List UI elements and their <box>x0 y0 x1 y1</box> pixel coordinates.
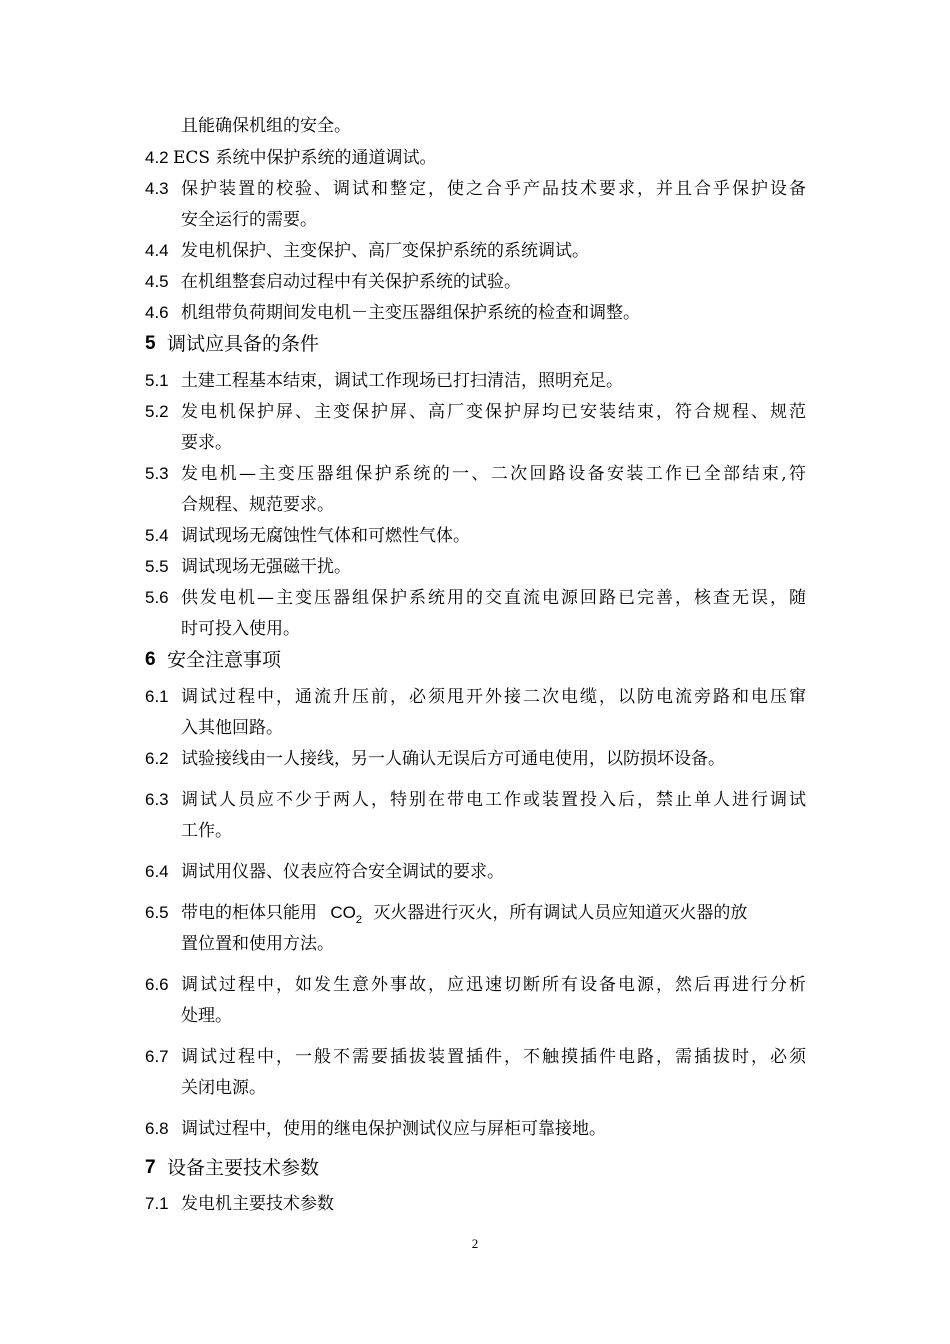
page-number: 2 <box>471 1236 479 1251</box>
co2-formula: $CO_2$ <box>330 903 363 926</box>
document-page: 且能确保机组的安全。 4.2 ECS 系统中保护系统的通道调试。 4.3 保护装置的校验、调试和整定，使之合乎产品技术要求，并且合乎保护设备 安全运行的需要。 4.4 发电机保护、主变保护、高厂变保护系统的系统调试。 4.5 在机组整套启动过程中有关保护系统的试验。 4.6 机组带负荷期间发电机－主变压器组保护系统的检查和调整。 5 调试应具备的条件 5.1 土建工程基本结束，调试工作现场已打扫清洁，照明充足。 5.2 发电机保护屏、主变保护屏、高厂变保护屏均已安装结束，符合规程、规范 要求。 5.3 发电机—主变压器组保护系统的一、二次回路设备安装工作已全部结束,符 合规程、规范要求。 5.4 调试现场无腐蚀性气体和可燃性气体。 5.5 调试现场无强磁干扰。 5.6 供发电机—主变压器组保护系统用的交直流电源回路已完善，核查无误，随 时可投入使用。 6 安全注意事项 6.1 调试过程中，通流升压前，必须甩开外接二次电缆，以防电流旁路和电压窜 入其他回路。 6.2 试验接线由一人接线，另一人确认无误后方可通电使用，以防损坏设备。 6.3 调试人员应不少于两人，特别在带电工作或装置投入后，禁止单人进行调试 工作。 6.4 调试用仪器、仪表应符合安全调试的要求。 6.5 带电的柜体只能用 $CO_2$ 灭火器进行灭火，所有调试人员应知道灭火器的放 置位置和使用方法。 6.6 调试过程中，如发生意外事故，应迅速切断所有设备电源，然后再进行分析 处理。 6.7 调试过程中，一般不需要插拔装置插件，不触摸插件电路，需插拔时，必须 关闭电源。 6.8 调试过程中，使用的继电保护测试仪应与屏柜可靠接地。 7 设备主要技术参数 7.1 发电机主要技术参数 2 <box>0 0 950 1344</box>
